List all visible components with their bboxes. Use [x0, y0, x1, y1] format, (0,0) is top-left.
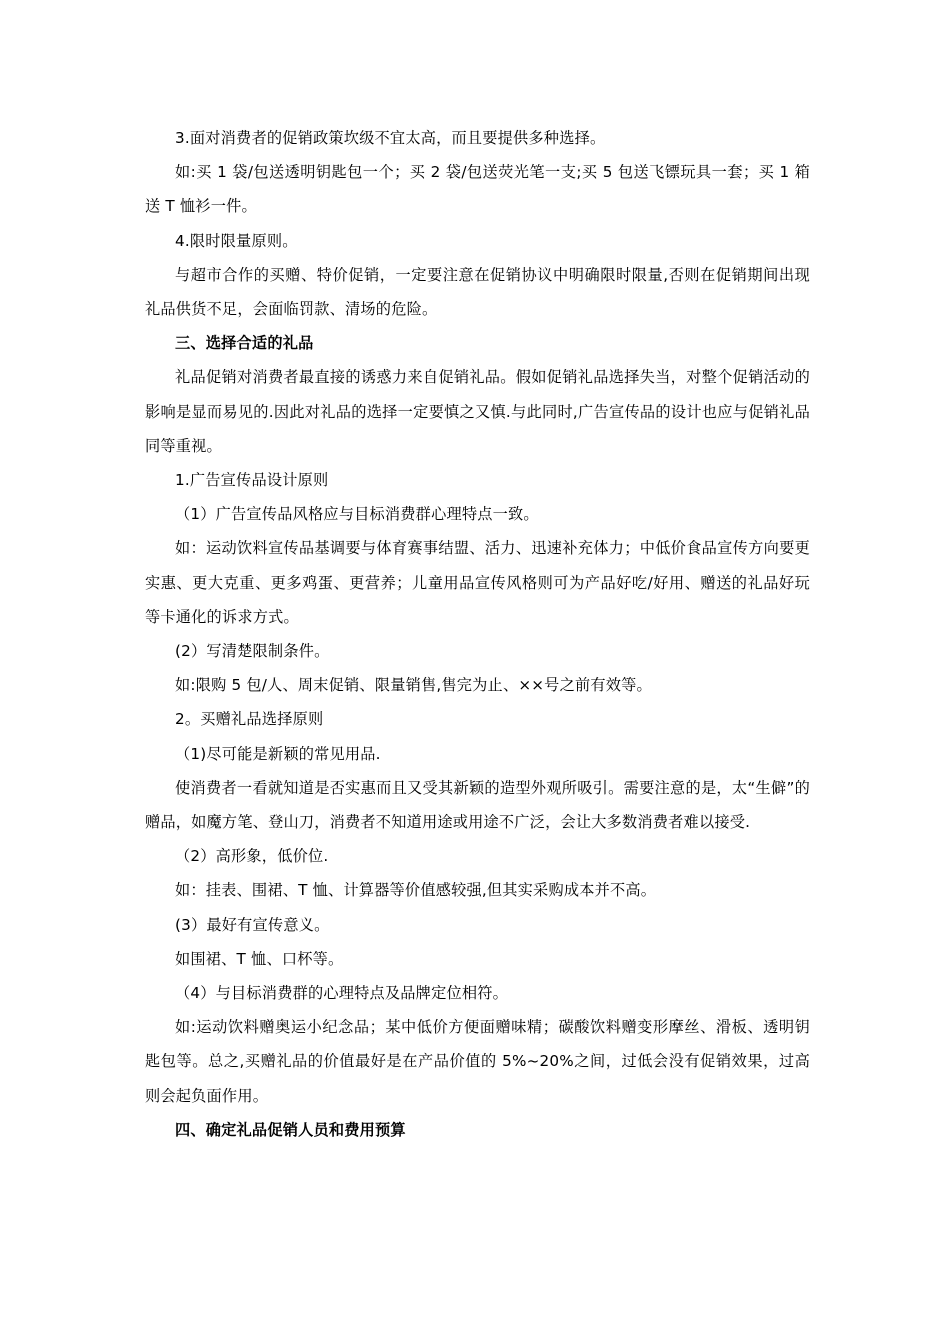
paragraph-14: （2）高形象，低价位. — [175, 847, 329, 866]
paragraph-4: 与超市合作的买赠、特价促销，一定要注意在促销协议中明确限时限量,否则在促销期间出现礼品供货不足，会面临罚款、清场的危险。 — [145, 265, 810, 319]
paragraph-11: 2。买赠礼品选择原则 — [175, 710, 324, 729]
paragraph-16: (3）最好有宣传意义。 — [175, 915, 330, 934]
paragraph-18: （4）与目标消费群的心理特点及品牌定位相符。 — [175, 984, 509, 1003]
document-body — [145, 121, 810, 1147]
paragraph-5: 礼品促销对消费者最直接的诱惑力来自促销礼品。假如促销礼品选择失当，对整个促销活动的影响是显而易见的.因此对礼品的选择一定要慎之又慎.与此同时,广告宣传品的设计也应与促销礼品同等重视。 — [145, 368, 810, 455]
paragraph-9: (2）写清楚限制条件。 — [175, 642, 330, 661]
paragraph-19: 如:运动饮料赠奥运小纪念品；某中低价方便面赠味精；碳酸饮料赠变形摩丝、滑板、透明钥匙包等。总之,买赠礼品的价值最好是在产品价值的 5%~20%之间，过低会没有促销效果，过高则会起负面作用。 — [145, 1018, 810, 1105]
paragraph-1: 3.面对消费者的促销政策坎级不宜太高，而且要提供多种选择。 — [175, 129, 606, 147]
paragraph-13: 使消费者一看就知道是否实惠而且又受其新颖的造型外观所吸引。需要注意的是，太“生僻”的赠品，如魔方笔、登山刀，消费者不知道用途或用途不广泛，会让大多数消费者难以接受. — [145, 778, 810, 832]
section-heading-4: 四、确定礼品促销人员和费用预算 — [175, 1120, 406, 1139]
section-heading-3: 三、选择合适的礼品 — [175, 334, 314, 353]
paragraph-12: （1)尽可能是新颖的常见用品. — [175, 744, 381, 763]
paragraph-17: 如围裙、T 恤、口杯等。 — [175, 949, 344, 968]
paragraph-8: 如：运动饮料宣传品基调要与体育赛事结盟、活力、迅速补充体力；中低价食品宣传方向要更实惠、更大克重、更多鸡蛋、更营养；儿童用品宣传风格则可为产品好吃/好用、赠送的礼品好玩等卡通化的诉求方式。 — [145, 539, 810, 626]
paragraph-10: 如:限购 5 包/人、周末促销、限量销售,售完为止、××号之前有效等。 — [175, 676, 652, 695]
paragraph-3: 4.限时限量原则。 — [175, 231, 298, 250]
paragraph-7: （1）广告宣传品风格应与目标消费群心理特点一致。 — [175, 505, 539, 524]
paragraph-6: 1.广告宣传品设计原则 — [175, 471, 329, 490]
paragraph-2: 如:买 1 袋/包送透明钥匙包一个；买 2 袋/包送荧光笔一支;买 5 包送飞镖玩具一套；买 1 箱送 T 恤衫一件。 — [145, 163, 810, 216]
paragraph-15: 如：挂表、围裙、T 恤、计算器等价值感较强,但其实采购成本并不高。 — [175, 881, 657, 900]
